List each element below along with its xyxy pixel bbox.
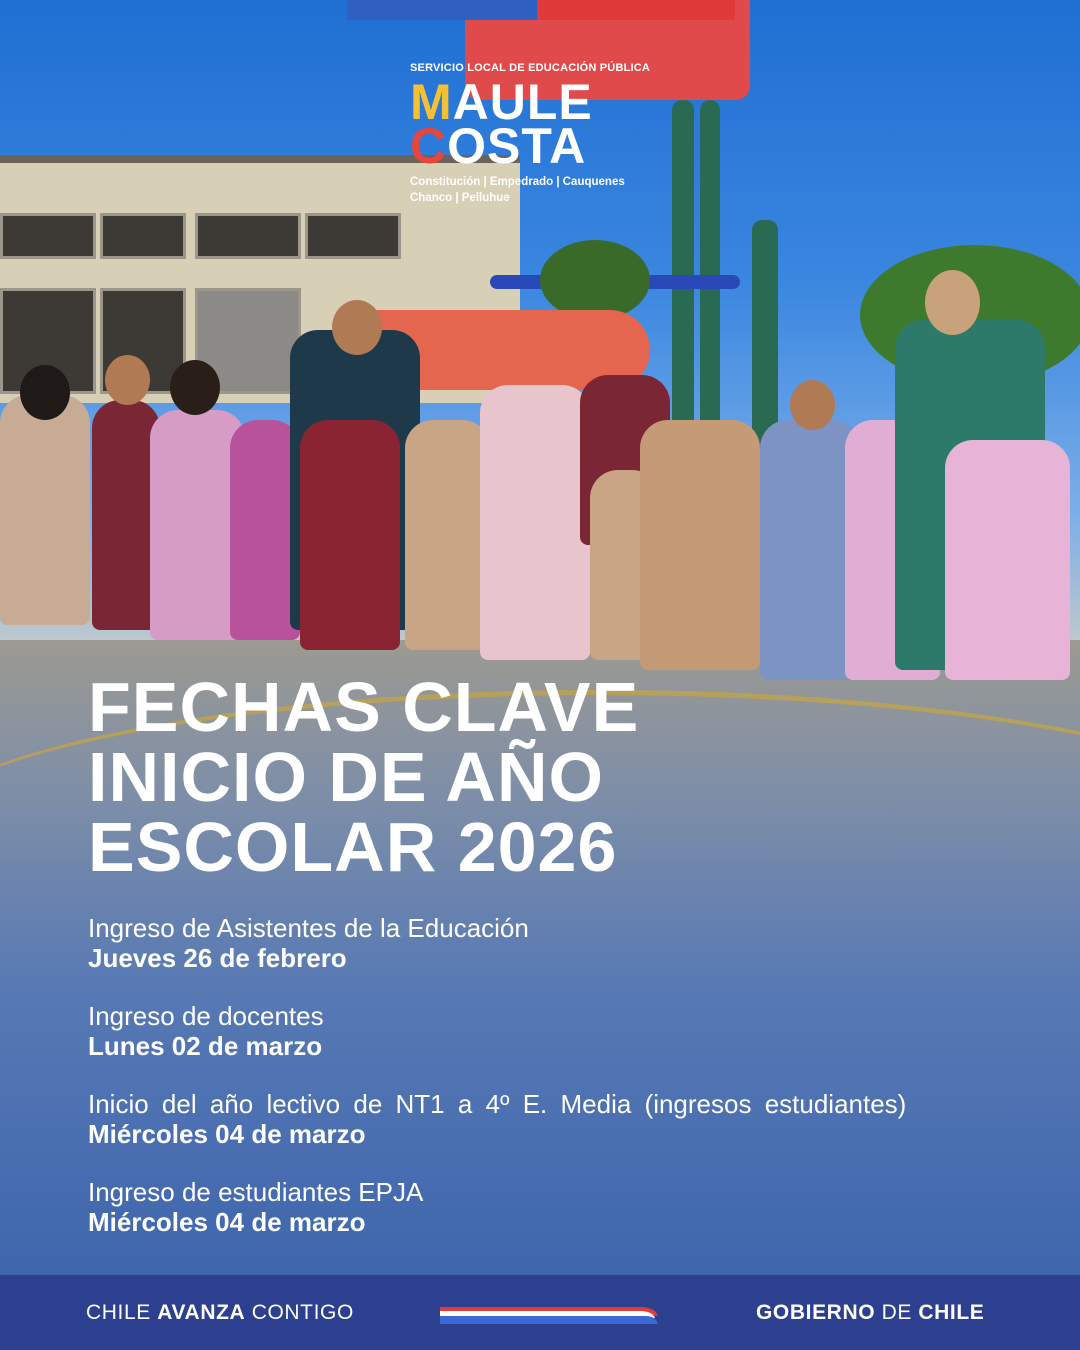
- logo-towns-line2: Chanco | Pelluhue: [410, 192, 510, 204]
- flag-red-band: [537, 0, 735, 20]
- item-date: Miércoles 04 de marzo: [88, 1119, 366, 1149]
- footer-slogan-part: CONTIGO: [245, 1301, 354, 1324]
- logo-towns: [410, 174, 690, 206]
- logo-letter-m: M: [410, 74, 453, 130]
- logo-letter-c: C: [410, 118, 448, 174]
- headline: [88, 668, 640, 886]
- footer-gov-part: GOBIERNO: [756, 1301, 876, 1324]
- item-date: Jueves 26 de febrero: [88, 943, 347, 973]
- flag-swoosh-icon: [440, 1302, 658, 1324]
- headline-line-3: ESCOLAR 2026: [88, 808, 618, 886]
- headline-line-1: FECHAS CLAVE: [88, 668, 640, 746]
- headline-line-2: INICIO DE AÑO: [88, 738, 604, 816]
- list-item: [88, 1089, 993, 1149]
- footer-government: [756, 1301, 984, 1325]
- footer-bar: [0, 1275, 1080, 1350]
- footer-slogan-part: CHILE: [86, 1301, 158, 1324]
- item-label: Ingreso de estudiantes EPJA: [88, 1177, 424, 1207]
- footer-slogan: [86, 1301, 354, 1325]
- item-date: Miércoles 04 de marzo: [88, 1207, 366, 1237]
- key-dates-list: [88, 913, 993, 1265]
- logo-word-costa: OSTA: [447, 118, 587, 174]
- logo-wordmark: [410, 74, 690, 174]
- logo-service-text: SERVICIO LOCAL DE EDUCACIÓN PÚBLICA: [410, 62, 651, 74]
- footer-gov-part: CHILE: [918, 1301, 985, 1324]
- item-label: Inicio del año lectivo de NT1 a 4º E. Media (ingresos estudiantes): [88, 1089, 907, 1119]
- item-label: Ingreso de Asistentes de la Educación: [88, 913, 529, 943]
- list-item: [88, 1001, 993, 1061]
- maule-costa-logo: [410, 62, 690, 206]
- item-date: Lunes 02 de marzo: [88, 1031, 323, 1061]
- item-label: Ingreso de docentes: [88, 1001, 324, 1031]
- footer-gov-part: DE: [875, 1301, 919, 1324]
- list-item: [88, 913, 993, 973]
- logo-word-maule: AULE: [452, 74, 593, 130]
- flag-blue-band: [347, 0, 537, 20]
- logo-towns-line1: Constitución | Empedrado | Cauquenes: [410, 176, 625, 188]
- list-item: [88, 1177, 993, 1237]
- footer-slogan-bold: AVANZA: [157, 1301, 246, 1324]
